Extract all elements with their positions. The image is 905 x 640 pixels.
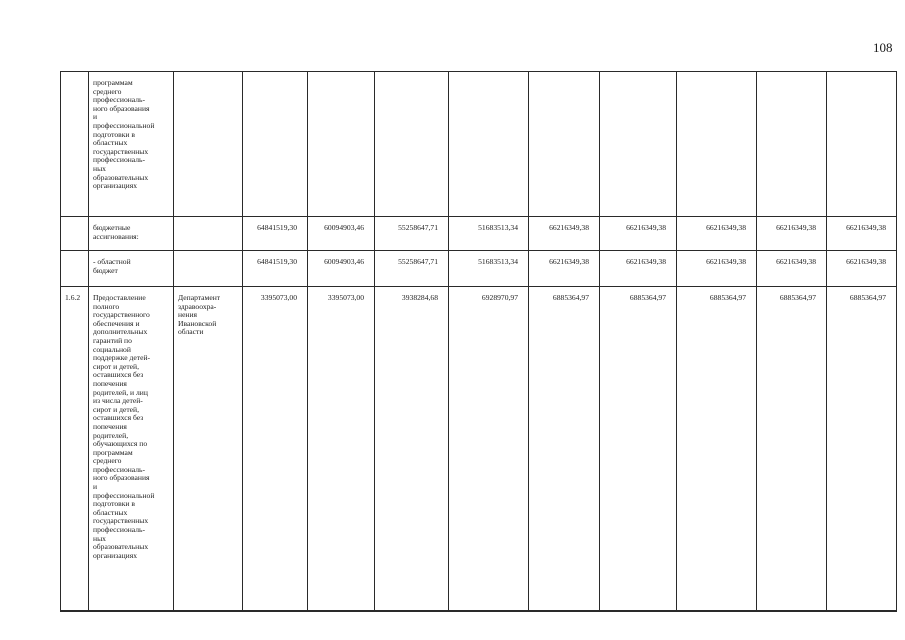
value-cell — [243, 72, 308, 217]
value-cell: 51683513,34 — [449, 251, 529, 287]
value-cell — [529, 72, 600, 217]
value-cell: 66216349,38 — [529, 217, 600, 251]
table-row — [61, 72, 897, 217]
value-cell: 6885364,97 — [600, 287, 677, 612]
value-cell: 3395073,00 — [243, 287, 308, 612]
page-number: 108 — [873, 40, 893, 55]
value-cell: 3395073,00 — [308, 287, 375, 612]
value-cell: 66216349,38 — [827, 217, 897, 251]
value-cell: 66216349,38 — [757, 251, 827, 287]
row-executor-cell — [174, 251, 243, 287]
value-cell: 6885364,97 — [827, 287, 897, 612]
value-cell: 66216349,38 — [677, 217, 757, 251]
table-row — [61, 287, 897, 612]
table-row — [61, 251, 897, 287]
row-executor-cell — [174, 217, 243, 251]
value-cell: 64841519,30 — [243, 217, 308, 251]
value-cell: 3938284,68 — [375, 287, 449, 612]
value-cell: 6885364,97 — [529, 287, 600, 612]
row-name-cell: - областной бюджет — [89, 251, 174, 287]
row-name-cell: Предоставление полного государственного обеспечения и дополнительных гарантий по социальной поддержке детей- сирот и детей, оставшихся без попечения родителей, и лиц из числа детей- сирот и детей, оставшихся без попечения родителей, обучающихся по программам среднего профессиональ- ного образования и профессиональной подготовки в областных государственных профессиональ- ных образовательных организациях — [89, 287, 174, 612]
value-cell: 6885364,97 — [677, 287, 757, 612]
row-executor-cell: Департамент здравоохра- нения Ивановской области — [174, 287, 243, 612]
value-cell: 66216349,38 — [600, 251, 677, 287]
value-cell — [308, 72, 375, 217]
table-row — [61, 217, 897, 251]
row-executor-cell — [174, 72, 243, 217]
value-cell: 66216349,38 — [529, 251, 600, 287]
value-cell: 60094903,46 — [308, 251, 375, 287]
value-cell — [375, 72, 449, 217]
value-cell — [449, 72, 529, 217]
value-cell: 6928970,97 — [449, 287, 529, 612]
value-cell — [600, 72, 677, 217]
value-cell: 66216349,38 — [677, 251, 757, 287]
row-name-cell: бюджетные ассигнования: — [89, 217, 174, 251]
value-cell: 55258647,71 — [375, 217, 449, 251]
value-cell: 66216349,38 — [757, 217, 827, 251]
row-id-cell — [61, 72, 89, 217]
budget-table — [60, 71, 897, 612]
value-cell: 55258647,71 — [375, 251, 449, 287]
value-cell: 64841519,30 — [243, 251, 308, 287]
row-name-cell: программам среднего профессиональ- ного образования и профессиональной подготовки в областных государственных профессиональ- ных образовательных организациях — [89, 72, 174, 217]
value-cell: 60094903,46 — [308, 217, 375, 251]
value-cell: 51683513,34 — [449, 217, 529, 251]
row-id-cell — [61, 251, 89, 287]
value-cell — [677, 72, 757, 217]
row-id-cell — [61, 217, 89, 251]
value-cell: 66216349,38 — [827, 251, 897, 287]
value-cell — [757, 72, 827, 217]
row-id-cell: 1.6.2 — [61, 287, 89, 612]
value-cell: 6885364,97 — [757, 287, 827, 612]
value-cell: 66216349,38 — [600, 217, 677, 251]
value-cell — [827, 72, 897, 217]
